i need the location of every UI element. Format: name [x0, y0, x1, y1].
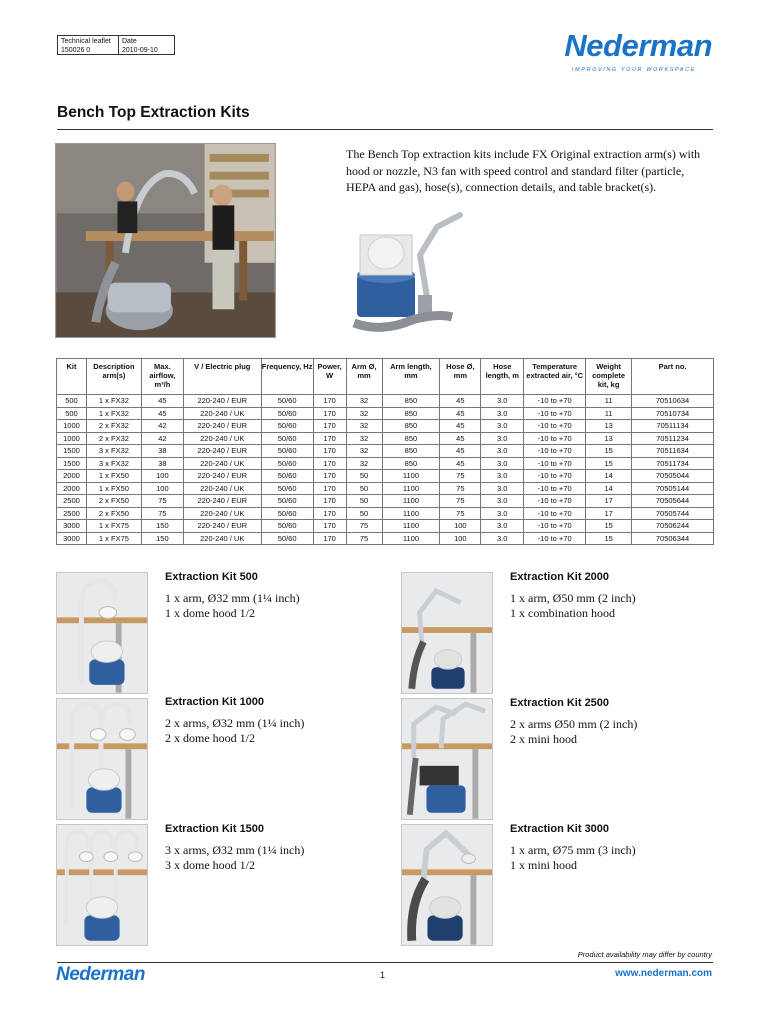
table-cell: 850 [382, 407, 440, 420]
table-cell: -10 to +70 [524, 407, 586, 420]
website-link[interactable]: www.nederman.com [615, 968, 712, 979]
table-cell: -10 to +70 [524, 507, 586, 520]
table-cell: 50/60 [261, 507, 313, 520]
table-cell: 2 x FX50 [86, 495, 141, 508]
product-photo [342, 205, 466, 335]
kit-title: Extraction Kit 2500 [510, 697, 610, 709]
table-cell: 75 [440, 470, 481, 483]
col-description: Description arm(s) [86, 359, 141, 395]
table-cell: 2500 [57, 507, 87, 520]
table-cell: 220-240 / UK [183, 457, 261, 470]
table-cell: 50 [346, 507, 382, 520]
table-cell: 100 [141, 470, 183, 483]
table-cell: 38 [141, 457, 183, 470]
title-divider [57, 129, 713, 130]
table-cell: 50/60 [261, 520, 313, 533]
meta-leaflet-label: Technical leaflet [61, 38, 111, 45]
kit-hood-spec: 1 x dome hood 1/2 [165, 606, 255, 620]
table-cell: 70511234 [632, 432, 714, 445]
table-cell: 50 [346, 495, 382, 508]
table-cell: 170 [313, 407, 346, 420]
col-voltage: V / Electric plug [183, 359, 261, 395]
col-hose-length: Hose length, m [481, 359, 524, 395]
brand-tagline: IMPROVING YOUR WORKSPACE [571, 67, 696, 73]
kit-title: Extraction Kit 1500 [165, 823, 265, 835]
table-cell: 70505044 [632, 470, 714, 483]
table-cell: 1 x FX75 [86, 532, 141, 545]
table-row [57, 507, 714, 520]
table-cell: 3.0 [481, 407, 524, 420]
kit-2500 [510, 697, 710, 747]
table-cell: 17 [586, 495, 632, 508]
kit-1500 [165, 823, 365, 873]
table-cell: 3000 [57, 520, 87, 533]
kit-hood-spec: 3 x dome hood 1/2 [165, 858, 255, 872]
table-cell: 100 [440, 532, 481, 545]
table-cell: 500 [57, 407, 87, 420]
brand-logo: Nederman [564, 28, 712, 63]
table-cell: 220-240 / UK [183, 482, 261, 495]
table-cell: 3.0 [481, 495, 524, 508]
document-meta-box [57, 35, 175, 55]
intro-paragraph: The Bench Top extraction kits include FX Original extraction arm(s) with hood or nozzle, N3 fan with speed control and standard filter (particle, HEPA and gas), hose(s), connection details, and table bracket(s). [346, 147, 701, 194]
table-cell: 32 [346, 445, 382, 458]
kit-hood-spec: 2 x dome hood 1/2 [165, 731, 255, 745]
col-frequency: Frequency, Hz [261, 359, 313, 395]
table-cell: 850 [382, 395, 440, 408]
table-cell: 850 [382, 445, 440, 458]
table-cell: 3000 [57, 532, 87, 545]
table-cell: 70505144 [632, 482, 714, 495]
table-cell: -10 to +70 [524, 445, 586, 458]
col-airflow: Max. airflow, m³/h [141, 359, 183, 395]
table-cell: 220-240 / EUR [183, 395, 261, 408]
table-cell: 1100 [382, 520, 440, 533]
col-kit: Kit [57, 359, 87, 395]
table-cell: 15 [586, 532, 632, 545]
table-cell: 3.0 [481, 470, 524, 483]
table-cell: 100 [440, 520, 481, 533]
col-power: Power, W [313, 359, 346, 395]
table-cell: 150 [141, 520, 183, 533]
col-temperature: Temperature extracted air, °C [524, 359, 586, 395]
kit-hood-spec: 1 x combination hood [510, 606, 615, 620]
table-row [57, 495, 714, 508]
kit-arm-spec: 1 x arm, Ø75 mm (3 inch) [510, 843, 636, 857]
col-weight: Weight complete kit, kg [586, 359, 632, 395]
table-cell: 45 [440, 432, 481, 445]
table-cell: 850 [382, 457, 440, 470]
table-cell: 1 x FX32 [86, 395, 141, 408]
kit-500 [165, 571, 365, 621]
table-cell: 70510634 [632, 395, 714, 408]
table-cell: 170 [313, 520, 346, 533]
table-cell: 2000 [57, 482, 87, 495]
table-cell: 220-240 / UK [183, 507, 261, 520]
spec-table-body [57, 395, 714, 545]
table-cell: 15 [586, 457, 632, 470]
table-cell: 45 [141, 395, 183, 408]
kit-title: Extraction Kit 3000 [510, 823, 610, 835]
table-cell: 15 [586, 520, 632, 533]
table-cell: 500 [57, 395, 87, 408]
table-cell: 1100 [382, 470, 440, 483]
table-cell: 13 [586, 432, 632, 445]
col-arm-length: Arm length, mm [382, 359, 440, 395]
table-cell: 3.0 [481, 445, 524, 458]
table-cell: 220-240 / EUR [183, 445, 261, 458]
table-cell: 1100 [382, 507, 440, 520]
table-cell: 17 [586, 507, 632, 520]
table-cell: 75 [440, 507, 481, 520]
table-cell: 50/60 [261, 482, 313, 495]
table-row [57, 407, 714, 420]
table-cell: 2500 [57, 495, 87, 508]
table-cell: 70511634 [632, 445, 714, 458]
table-cell: 42 [141, 420, 183, 433]
table-cell: 50 [346, 482, 382, 495]
table-cell: -10 to +70 [524, 470, 586, 483]
table-cell: 220-240 / EUR [183, 520, 261, 533]
table-cell: -10 to +70 [524, 532, 586, 545]
table-cell: -10 to +70 [524, 457, 586, 470]
table-cell: 2 x FX32 [86, 420, 141, 433]
table-cell: 3.0 [481, 520, 524, 533]
table-cell: 2 x FX50 [86, 507, 141, 520]
table-cell: 1100 [382, 532, 440, 545]
table-cell: 45 [440, 457, 481, 470]
meta-date-value: 2010-09-10 [122, 47, 158, 54]
table-cell: 2 x FX32 [86, 432, 141, 445]
table-cell: -10 to +70 [524, 432, 586, 445]
table-cell: 75 [346, 532, 382, 545]
table-cell: 170 [313, 507, 346, 520]
table-row [57, 520, 714, 533]
table-row [57, 445, 714, 458]
kit-1000 [165, 696, 365, 746]
table-cell: 1 x FX50 [86, 482, 141, 495]
table-cell: 70510734 [632, 407, 714, 420]
kit-hood-spec: 2 x mini hood [510, 732, 578, 746]
table-cell: 170 [313, 432, 346, 445]
table-row [57, 432, 714, 445]
table-cell: 75 [346, 520, 382, 533]
table-cell: 50 [346, 470, 382, 483]
table-cell: 50/60 [261, 532, 313, 545]
table-cell: 1000 [57, 432, 87, 445]
kit-title: Extraction Kit 2000 [510, 571, 610, 583]
table-cell: 50/60 [261, 470, 313, 483]
kit-title: Extraction Kit 1000 [165, 696, 265, 708]
table-cell: 3.0 [481, 532, 524, 545]
table-row [57, 482, 714, 495]
table-cell: 220-240 / EUR [183, 495, 261, 508]
table-cell: -10 to +70 [524, 520, 586, 533]
table-cell: 3.0 [481, 432, 524, 445]
table-cell: 50/60 [261, 457, 313, 470]
kit-3000-image [401, 824, 493, 946]
table-row [57, 395, 714, 408]
meta-leaflet-value: 150026 0 [61, 47, 91, 54]
spec-table-header [57, 359, 714, 395]
table-row [57, 532, 714, 545]
col-hose-diameter: Hose Ø, mm [440, 359, 481, 395]
table-cell: 70505644 [632, 495, 714, 508]
kit-2000 [510, 571, 710, 621]
table-cell: 3 x FX32 [86, 445, 141, 458]
kit-arm-spec: 3 x arms, Ø32 mm (1¼ inch) [165, 843, 305, 857]
table-cell: 11 [586, 395, 632, 408]
kit-arm-spec: 2 x arms Ø50 mm (2 inch) [510, 717, 638, 731]
kit-hood-spec: 1 x mini hood [510, 858, 578, 872]
table-cell: 75 [141, 507, 183, 520]
kit-arm-spec: 1 x arm, Ø32 mm (1¼ inch) [165, 591, 300, 605]
workshop-photo [55, 143, 276, 338]
table-row [57, 457, 714, 470]
table-cell: 75 [440, 495, 481, 508]
table-cell: 32 [346, 457, 382, 470]
table-cell: 100 [141, 482, 183, 495]
table-cell: 75 [440, 482, 481, 495]
table-cell: -10 to +70 [524, 420, 586, 433]
table-cell: 220-240 / EUR [183, 420, 261, 433]
table-cell: 1500 [57, 445, 87, 458]
table-cell: 850 [382, 432, 440, 445]
kit-500-image [56, 572, 148, 694]
table-cell: 45 [141, 407, 183, 420]
table-cell: 42 [141, 432, 183, 445]
footer-logo: Nederman [56, 964, 145, 985]
kit-arm-spec: 1 x arm, Ø50 mm (2 inch) [510, 591, 636, 605]
availability-note: Product availability may differ by country [577, 950, 712, 959]
table-cell: 13 [586, 420, 632, 433]
table-cell: -10 to +70 [524, 495, 586, 508]
table-cell: 850 [382, 420, 440, 433]
meta-date-label: Date [122, 38, 137, 45]
table-cell: 14 [586, 470, 632, 483]
meta-leaflet-cell [58, 36, 119, 54]
footer-divider [57, 962, 713, 963]
table-cell: 70511134 [632, 420, 714, 433]
table-row [57, 420, 714, 433]
table-cell: 170 [313, 445, 346, 458]
table-cell: 220-240 / UK [183, 432, 261, 445]
kit-2500-image [401, 698, 493, 820]
table-cell: 32 [346, 420, 382, 433]
table-cell: 220-240 / UK [183, 532, 261, 545]
table-cell: 15 [586, 445, 632, 458]
table-cell: 45 [440, 420, 481, 433]
table-cell: 2000 [57, 470, 87, 483]
meta-date-cell [119, 36, 161, 54]
table-cell: 1100 [382, 482, 440, 495]
table-cell: 220-240 / EUR [183, 470, 261, 483]
table-cell: 50/60 [261, 407, 313, 420]
page-title: Bench Top Extraction Kits [57, 104, 250, 121]
table-cell: 75 [141, 495, 183, 508]
kit-arm-spec: 2 x arms, Ø32 mm (1¼ inch) [165, 716, 305, 730]
table-cell: 50/60 [261, 495, 313, 508]
table-cell: 32 [346, 407, 382, 420]
table-cell: 3.0 [481, 457, 524, 470]
table-cell: 50/60 [261, 432, 313, 445]
table-cell: 45 [440, 445, 481, 458]
table-cell: 70511734 [632, 457, 714, 470]
table-cell: 50/60 [261, 445, 313, 458]
kit-2000-image [401, 572, 493, 694]
kit-3000 [510, 823, 710, 873]
table-cell: 50/60 [261, 420, 313, 433]
page-number: 1 [380, 970, 386, 980]
table-cell: 45 [440, 407, 481, 420]
kit-1500-image [56, 824, 148, 946]
table-cell: -10 to +70 [524, 482, 586, 495]
table-cell: 3.0 [481, 482, 524, 495]
table-cell: 70505744 [632, 507, 714, 520]
table-cell: 3.0 [481, 507, 524, 520]
table-cell: 170 [313, 457, 346, 470]
table-cell: 1500 [57, 457, 87, 470]
table-cell: 1 x FX32 [86, 407, 141, 420]
kit-1000-image [56, 698, 148, 820]
table-cell: 1100 [382, 495, 440, 508]
table-cell: 14 [586, 482, 632, 495]
table-cell: 170 [313, 420, 346, 433]
table-cell: 170 [313, 532, 346, 545]
table-cell: 45 [440, 395, 481, 408]
col-part-no: Part no. [632, 359, 714, 395]
table-cell: 32 [346, 432, 382, 445]
table-cell: 220-240 / UK [183, 407, 261, 420]
table-cell: 3.0 [481, 395, 524, 408]
table-cell: 170 [313, 482, 346, 495]
spec-table [56, 358, 714, 545]
table-cell: 170 [313, 495, 346, 508]
table-cell: 32 [346, 395, 382, 408]
table-cell: 1 x FX75 [86, 520, 141, 533]
table-cell: 3 x FX32 [86, 457, 141, 470]
table-cell: 11 [586, 407, 632, 420]
col-arm-diameter: Arm Ø, mm [346, 359, 382, 395]
table-cell: -10 to +70 [524, 395, 586, 408]
table-cell: 50/60 [261, 395, 313, 408]
table-cell: 150 [141, 532, 183, 545]
table-cell: 1000 [57, 420, 87, 433]
table-cell: 1 x FX50 [86, 470, 141, 483]
table-cell: 70506244 [632, 520, 714, 533]
table-row [57, 470, 714, 483]
table-cell: 38 [141, 445, 183, 458]
table-cell: 170 [313, 470, 346, 483]
kit-title: Extraction Kit 500 [165, 571, 258, 583]
table-cell: 70506344 [632, 532, 714, 545]
table-cell: 3.0 [481, 420, 524, 433]
table-cell: 170 [313, 395, 346, 408]
